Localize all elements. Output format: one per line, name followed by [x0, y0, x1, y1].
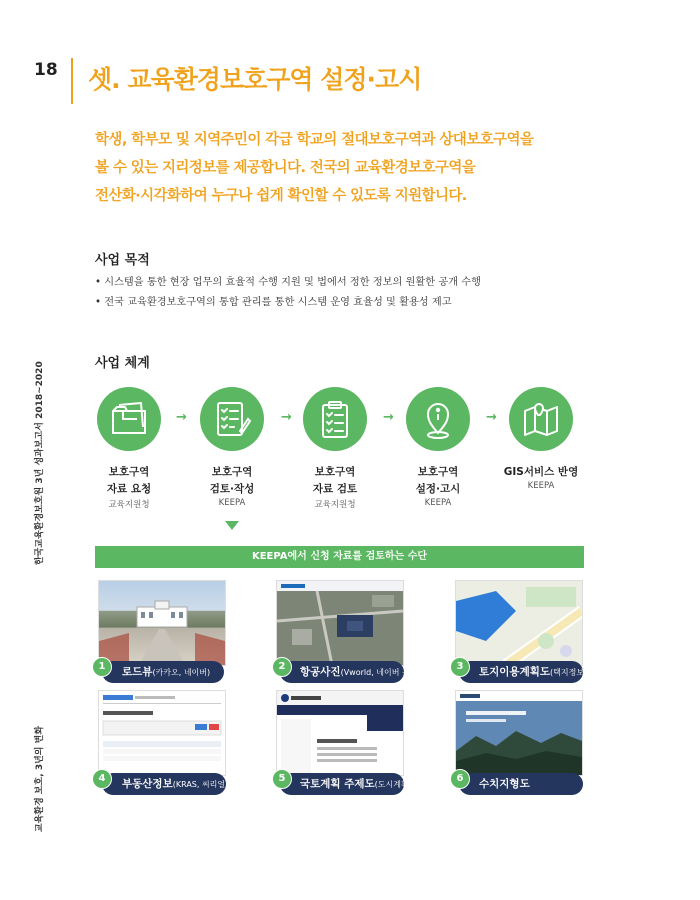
- tool-3-main: 토지이용계획도: [479, 666, 551, 678]
- intro-line-3: 전산화·시각화하여 누구나 쉽게 확인할 수 있도록 지원합니다.: [95, 188, 467, 204]
- tool-6-main: 수치지형도: [479, 778, 530, 790]
- tool-1-paren: (카카오, 네이버): [152, 668, 211, 677]
- step-3-sub: 교육지원청: [314, 500, 356, 510]
- tool-1-label: [102, 661, 224, 683]
- tool-1-main: 로드뷰: [122, 666, 153, 678]
- page-number: 18: [34, 60, 58, 80]
- land-use-map-thumbnail: [455, 580, 583, 666]
- flow-arrow-3: →: [383, 410, 394, 425]
- tool-5-number: 5: [272, 769, 292, 789]
- tool-2-label: [280, 661, 413, 683]
- step-3-circle: [303, 387, 367, 451]
- real-estate-info-thumbnail: [98, 690, 226, 776]
- flow-arrow-4: →: [486, 410, 497, 425]
- tool-3-number: 3: [450, 657, 470, 677]
- aerial-photo-thumbnail: [276, 580, 404, 666]
- tool-5-main: 국토계획 주제도: [300, 778, 375, 790]
- purpose-bullet-1: • 시스템을 통한 현장 업무의 효율적 수행 지원 및 법에서 정한 정보의 원활한 공개 수행: [95, 277, 481, 288]
- step-4-labels: [388, 464, 488, 508]
- tool-2-main: 항공사진: [300, 666, 341, 678]
- urban-planning-map-thumbnail: [276, 690, 404, 776]
- folder-icon: [107, 397, 151, 441]
- tool-4-number: 4: [92, 769, 112, 789]
- tool-2-paren: (Vworld, 네이버 등): [340, 668, 413, 677]
- step-2-line1: 보호구역: [211, 466, 253, 478]
- step-5-circle: [509, 387, 573, 451]
- roadview-thumbnail: [98, 580, 226, 666]
- tool-4-paren: (KRAS, 씨리얼): [172, 780, 229, 789]
- tool-1-number: 1: [92, 657, 112, 677]
- tool-6-label: [459, 773, 583, 795]
- tool-6-number: 6: [450, 769, 470, 789]
- step-1-sub: 교육지원청: [108, 500, 150, 510]
- checklist-pen-icon: [210, 397, 254, 441]
- purpose-heading: 사업 목적: [95, 253, 150, 268]
- step-1-circle: [97, 387, 161, 451]
- tool-3-label: [459, 661, 588, 683]
- step-5-line1: GIS서비스 반영: [503, 466, 579, 478]
- tool-4-label: [102, 773, 229, 795]
- step-2-pointer: [225, 521, 239, 530]
- flow-arrow-2: →: [281, 410, 292, 425]
- step-1-line2: 자료 요청: [106, 483, 152, 495]
- purpose-bullet-2: • 전국 교육환경보호구역의 통합 관리를 통한 시스템 운영 효율성 및 활용성 제고: [95, 297, 452, 308]
- tool-5-paren: (도시계획 등): [374, 780, 423, 789]
- tool-3-paren: (택지정보): [550, 668, 588, 677]
- step-2-sub: KEEPA: [218, 498, 246, 508]
- tool-2-number: 2: [272, 657, 292, 677]
- step-5-labels: [491, 464, 591, 491]
- side-report-title: 한국교육환경보호원 3년 성과보고서 2018~2020: [35, 361, 45, 565]
- step-4-line2: 설정·고시: [415, 483, 461, 495]
- step-2-circle: [200, 387, 264, 451]
- step-4-line1: 보호구역: [417, 466, 459, 478]
- step-2-labels: [182, 464, 282, 508]
- header-divider: [71, 58, 73, 104]
- step-5-sub: KEEPA: [527, 481, 555, 491]
- system-heading: 사업 체계: [95, 356, 150, 371]
- intro-line-2: 볼 수 있는 지리정보를 제공합니다. 전국의 교육환경보호구역을: [95, 160, 476, 176]
- tools-bar: KEEPA에서 신청 자료를 검토하는 수단: [95, 546, 584, 568]
- step-4-sub: KEEPA: [424, 498, 452, 508]
- tool-5-label: [280, 773, 423, 795]
- location-pin-icon: [416, 397, 460, 441]
- intro-line-1: 학생, 학부모 및 지역주민이 각급 학교의 절대보호구역과 상대보호구역을: [95, 132, 534, 148]
- topographic-map-thumbnail: [455, 690, 583, 776]
- step-3-line2: 자료 검토: [312, 483, 358, 495]
- tool-4-main: 부동산정보: [122, 778, 173, 790]
- clipboard-icon: [313, 397, 357, 441]
- side-section-title: 교육환경 보호, 3년의 변화: [35, 725, 45, 832]
- step-3-labels: [285, 464, 385, 510]
- step-2-line2: 검토·작성: [209, 483, 255, 495]
- step-1-line1: 보호구역: [108, 466, 150, 478]
- flow-arrow-1: →: [176, 410, 187, 425]
- step-3-line1: 보호구역: [314, 466, 356, 478]
- page-title: 셋. 교육환경보호구역 설정·고시: [88, 65, 422, 94]
- step-1-labels: [79, 464, 179, 510]
- map-icon: [519, 397, 563, 441]
- step-4-circle: [406, 387, 470, 451]
